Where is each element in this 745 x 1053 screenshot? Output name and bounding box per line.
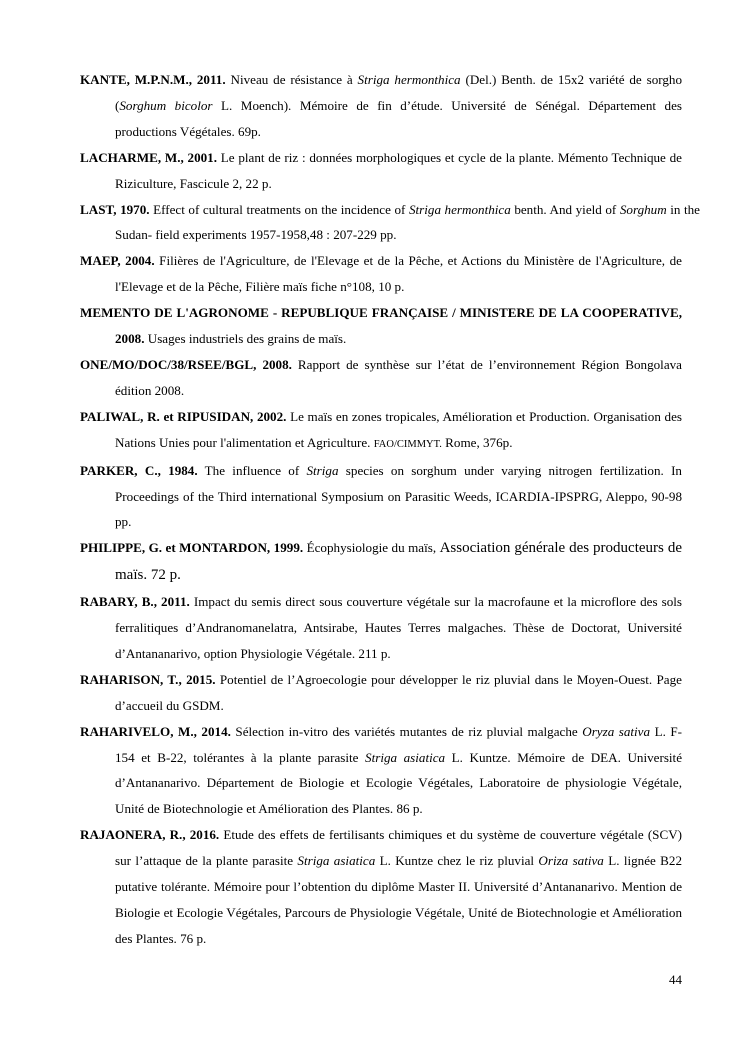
reference-author: LAST, 1970.: [80, 201, 150, 217]
reference-entry: RAHARISON, T., 2015. Potentiel de l’Agroecologie pour développer le riz pluvial dans le Moyen-Ouest. Page d’accueil du GSDM.: [80, 671, 682, 713]
reference-author: MEMENTO DE L'AGRONOME - REPUBLIQUE FRANÇAISE / MINISTERE DE LA COOPERATIVE, 2008.: [80, 305, 682, 347]
reference-author: PARKER, C., 1984.: [80, 462, 198, 478]
reference-entry: MAEP, 2004. Filières de l'Agriculture, de l'Elevage et de la Pêche, et Actions du Ministère de l'Agriculture, de l'Elevage et de la Pêche, Filière maïs fiche n°108, 10 p.: [80, 253, 682, 295]
reference-entry: LAST, 1970. Effect of cultural treatments on the incidence of Striga hermonthica benth. And yield of Sorghum in the Sudan- field experiments 1957-1958,48 : 207-229 pp.: [80, 201, 700, 243]
reference-author: RAHARISON, T., 2015.: [80, 671, 216, 687]
page-number: 44: [669, 972, 682, 987]
reference-entry: PALIWAL, R. et RIPUSIDAN, 2002. Le maïs en zones tropicales, Amélioration et Production. Organisation des Nations Unies pour l'alimentation et Agriculture. FAO/CIMMYT. Rome, 376p.: [80, 408, 682, 450]
reference-author: PALIWAL, R. et RIPUSIDAN, 2002.: [80, 408, 287, 424]
reference-author: RAHARIVELO, M., 2014.: [80, 723, 231, 739]
reference-entry: RABARY, B., 2011. Impact du semis direct sous couverture végétale sur la macrofaune et la microflore des sols ferralitiques d’Andranomanelatra, Antsirabe, Hautes Terres malgaches. Thèse de Doctorat, Université d’Antananarivo, option Physiologie Végétale. 211 p.: [80, 594, 682, 661]
reference-entry: RAHARIVELO, M., 2014. Sélection in-vitro des variétés mutantes de riz pluvial malgache Oryza sativa L. F-154 et B-22, tolérantes à la plante parasite Striga asiatica L. Kuntze. Mémoire de DEA. Université d’Antananarivo. Département de Biologie et Ecologie Végétales, Laboratoire de physiologie Végétale, Unité de Biotechnologie et Amélioration des Plantes. 86 p.: [80, 723, 683, 817]
reference-entry: KANTE, M.P.N.M., 2011. Niveau de résistance à Striga hermonthica (Del.) Benth. de 15x2 variété de sorgho (Sorghum bicolor L. Moench). Mémoire de fin d’étude. Université de Sénégal. Département des productions Végétales. 69p.: [80, 72, 683, 139]
reference-entry: ONE/MO/DOC/38/RSEE/BGL, 2008. Rapport de synthèse sur l’état de l’environnement Région Bongolava édition 2008.: [80, 356, 682, 398]
reference-author: MAEP, 2004.: [80, 253, 155, 269]
reference-author: PHILIPPE, G. et MONTARDON, 1999.: [80, 540, 304, 556]
reference-entry: MEMENTO DE L'AGRONOME - REPUBLIQUE FRANÇAISE / MINISTERE DE LA COOPERATIVE, 2008. Usages industriels des grains de maïs.: [80, 305, 682, 347]
reference-entry: PARKER, C., 1984. The influence of Striga species on sorghum under varying nitrogen fertilization. In Proceedings of the Third international Symposium on Parasitic Weeds, ICARDIA-IPSPRG, Aleppo, 90-98 pp.: [80, 462, 682, 530]
reference-list: [80, 67, 700, 952]
reference-author: RABARY, B., 2011.: [80, 594, 190, 610]
reference-author: RAJAONERA, R., 2016.: [80, 827, 220, 843]
reference-entry: RAJAONERA, R., 2016. Etude des effets de fertilisants chimiques et du système de couverture végétale (SCV) sur l’attaque de la plante parasite Striga asiatica L. Kuntze chez le riz pluvial Oriza sativa L. lignée B22 putative tolérante. Mémoire pour l’obtention du diplôme Master II. Université d’Antananarivo. Mention de Biologie et Ecologie Végétales, Parcours de Physiologie Végétale, Unité de Biotechnologie et Amélioration des Plantes. 76 p.: [80, 827, 683, 946]
reference-author: LACHARME, M., 2001.: [80, 149, 217, 165]
reference-author: ONE/MO/DOC/38/RSEE/BGL, 2008.: [80, 356, 292, 372]
reference-entry: LACHARME, M., 2001. Le plant de riz : données morphologiques et cycle de la plante. Mémento Technique de Riziculture, Fascicule 2, 22 p.: [80, 149, 682, 191]
reference-entry: PHILIPPE, G. et MONTARDON, 1999. Écophysiologie du maïs, Association générale des producteurs de maïs. 72 p.: [80, 540, 682, 584]
reference-author: KANTE, M.P.N.M., 2011.: [80, 72, 226, 87]
